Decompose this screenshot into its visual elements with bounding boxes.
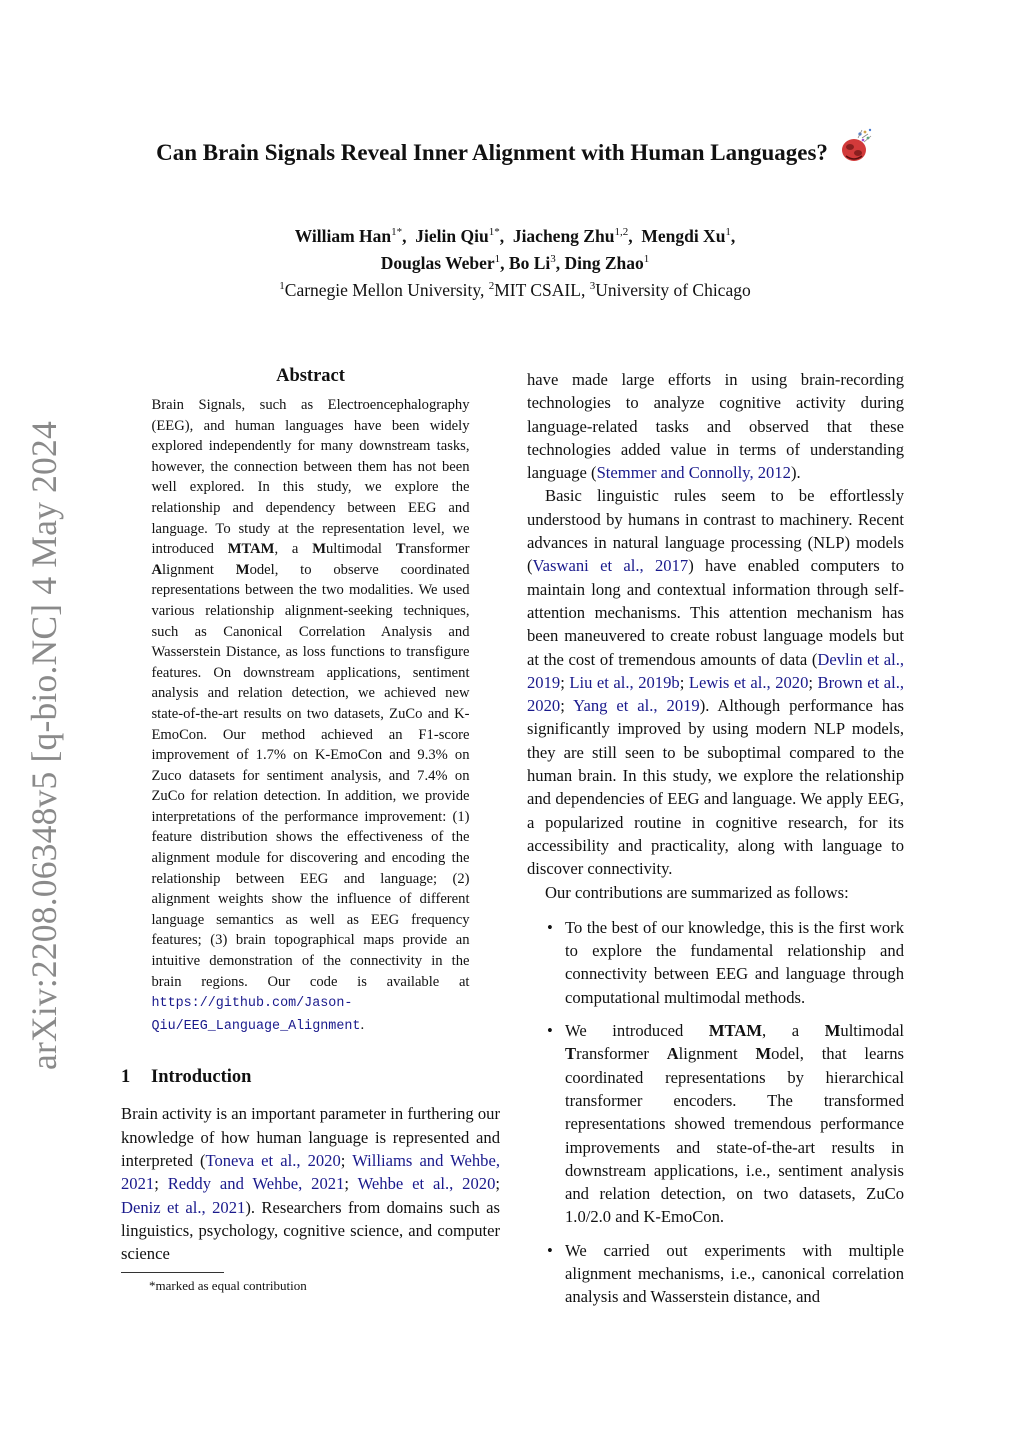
acronym-letter: T — [565, 1044, 577, 1064]
affiliation: University of Chicago — [595, 279, 751, 300]
intro-paragraph-1: Brain activity is an important parameter in furthering our knowledge of how human language is represented and interpreted (Toneva et al., 2020; Williams and Wehbe, 2021; Reddy and Wehbe, 2021; Wehbe et al., 2020; Deniz et al., 2021). Researchers from domains such as linguistics, psychology, cognitive science, and computer science — [121, 1104, 500, 1264]
footnote — [121, 1277, 500, 1295]
author-line-2: Douglas Weber$^1$, Bo Li$^3$, Ding Zhao$^1$ — [380, 252, 650, 273]
citation-link[interactable]: Brown et al., 2020 — [527, 672, 904, 716]
citation-link[interactable]: Wehbe et al., 2020 — [357, 1174, 496, 1194]
author-sup: 1 — [643, 252, 650, 265]
left-column — [121, 366, 500, 1295]
citation-link[interactable]: Williams and Wehbe, 2021 — [121, 1151, 500, 1194]
abstract-text: . — [360, 1016, 365, 1033]
paragraph-text: Brain activity is an important parameter in furthering our knowledge of how human language is represented and interpreted ( — [121, 1104, 500, 1170]
author-name: Ding Zhao — [564, 252, 644, 273]
list-text: We introduced — [565, 1021, 709, 1041]
author-name: Bo Li — [508, 252, 551, 273]
acronym-rest: odel — [771, 1044, 800, 1064]
affiliation: Carnegie Mellon University — [284, 279, 480, 300]
paper-title: Can Brain Signals Reveal Inner Alignment with Human Languages? — [156, 140, 828, 165]
affiliation: MIT CSAIL — [494, 279, 581, 300]
mtam-acronym: MTAM — [708, 1021, 763, 1041]
paragraph-text: ). Although performance has significantly improved by using modern NLP models, they are still seen to be suboptimal compared to the human brain. In this study, we explore the relationship and dependencies of EEG and language. We apply EEG, a popularized routine in cognitive research, for its accessibility and practicality, along with language to discover connectivity. — [527, 696, 904, 879]
paragraph-text: ). — [790, 463, 801, 483]
author-sup: 3 — [550, 252, 556, 265]
list-item — [527, 1019, 904, 1229]
right-column — [527, 368, 904, 1319]
citation-link[interactable]: Yang et al., 2019 — [573, 696, 700, 716]
citation-link[interactable]: Vaswani et al., 2017 — [532, 556, 689, 576]
author-sup: 1 — [725, 226, 731, 238]
author-sup: 1* — [488, 226, 500, 238]
citation-link[interactable]: Liu et al., 2019b — [569, 672, 680, 692]
footnote-text: marked as equal contribution — [155, 1278, 307, 1294]
acronym-rest: ultimodal — [840, 1021, 904, 1041]
citation-link[interactable]: Lewis et al., 2020 — [688, 672, 809, 692]
author-name: Jielin Qiu — [415, 225, 489, 246]
acronym-letter: M — [824, 1021, 841, 1041]
mtam-acronym: MTAM — [227, 541, 275, 558]
intro-paragraph-3: Our contributions are summarized as follows: — [545, 882, 849, 902]
paragraph-text: have made large efforts in using brain-recording technologies to analyze cognitive activity during language-related tasks and observed that these technologies added value in terms of understanding language ( — [527, 370, 904, 483]
footnote-mark: * — [149, 1278, 156, 1294]
intro-paragraph-1-continued — [527, 368, 904, 484]
list-item: • We carried out experiments with multiple alignment mechanisms, i.e., canonical correlation analysis and Wasserstein distance, and — [527, 1239, 904, 1309]
author-name: Mengdi Xu — [641, 225, 726, 246]
contributions-list — [527, 916, 904, 1309]
paragraph-text: Basic linguistic rules seem to be effortlessly understood by humans in contrast to machinery. Recent advances in natural language processing (NLP) models ( — [527, 486, 904, 576]
author-name: William Han — [294, 225, 392, 246]
acronym-rest: lignment — [162, 561, 236, 578]
abstract-text: to observe coordinated representations between the two modalities. We used various relationship alignment-seeking techniques, such as Canonical Correlation Analysis and Wasserstein Distance, as loss functions to transfigure features. On downstream applications, sentiment analysis and relation detection, we achieved new state-of-the-art results on two datasets, ZuCo and K-EmoCon. Our method achieved an F1-score improvement of 1.7% on K-EmoCon and 9.3% on Zuco datasets for sentiment analysis, and 7.4% on ZuCo for relation detection. In addition, we provide interpretations of the performance improvement: (1) feature distribution shows the effectiveness of the alignment module for discovering and encoding the relationship between EEG and language; (2) alignment weights show the influence of different language semantics as well as EEG frequency features; (3) brain topographical maps provide an intuitive demonstration of the connectivity in the brain regions. Our code is available at — [151, 561, 470, 990]
citation-link[interactable]: Stemmer and Connolly, 2012 — [596, 463, 791, 483]
intro-paragraph-2: Basic linguistic rules seem to be effortlessly understood by humans in contrast to machinery. Recent advances in natural language processing (NLP) models (Vaswani et al., 2017) have enabled computers to maintain long and contextual information through self-attention mechanisms. This attention mechanism has been maneuvered to create robust language models but at the cost of tremendous amounts of data (Devlin et al., 2019; Liu et al., 2019b; Lewis et al., 2020; Brown et al., 2020; Yang et al., 2019). Although performance has significantly improved by using modern NLP models, they are still seen to be suboptimal compared to the human brain. In this study, we explore the relationship and dependencies of EEG and language. We apply EEG, a popularized routine in cognitive research, for its accessibility and practicality, along with language to discover connectivity. — [527, 486, 904, 879]
section-number: 1 — [121, 1067, 131, 1088]
acronym-rest: ultimodal — [325, 541, 396, 558]
paragraph-text: ). Researchers from domains such as linguistics, psychology, cognitive science, and computer science — [121, 1197, 500, 1264]
acronym-rest: odel, — [249, 561, 279, 578]
abstract-text: , a — [274, 541, 313, 558]
acronym-rest: ransformer — [576, 1044, 667, 1064]
citation-link[interactable]: Toneva et al., 2020 — [205, 1151, 341, 1170]
footnote-divider — [121, 1272, 224, 1273]
code-link[interactable]: https://github.com/Jason-Qiu/EEG_Language_Alignment — [151, 996, 361, 1034]
affiliations: $^1$Carnegie Mellon University, $^2$MIT CSAIL, $^3$University of Chicago — [279, 279, 751, 300]
abstract-body — [152, 395, 470, 1037]
author-sup: 1,2 — [614, 226, 629, 238]
acronym-letter: A — [666, 1044, 679, 1064]
author-sup: 1* — [391, 226, 403, 238]
author-name: Douglas Weber — [380, 252, 495, 273]
affil-sup: 2 — [488, 279, 495, 292]
abstract-text: Brain Signals, such as Electroencephalography (EEG), and human languages have been widely explored independently for many downstream tasks, however, the connection between them has not been well explored. In this study, we explore the relationship and dependency between EEG and language. To study at the representation level, we introduced — [151, 397, 470, 558]
acronym-letter: A — [151, 561, 163, 578]
list-item: • To the best of our knowledge, this is the first work to explore the fundamental relationship and connectivity between EEG and language through computational multimodal methods. — [527, 916, 904, 1009]
author-line-1: William Han$^{1*}$, Jielin Qiu$^{1*}$, Jiacheng Zhu$^{1,2}$, Mengdi Xu$^1$, — [294, 225, 736, 246]
affil-sup: 1 — [279, 279, 285, 292]
citation-link[interactable]: Devlin et al., 2019 — [527, 649, 904, 692]
brain-logo-icon — [838, 126, 874, 166]
citation-link[interactable]: Deniz et al., 2021 — [121, 1197, 246, 1217]
author-sup: 1 — [494, 252, 501, 265]
section-heading-introduction — [121, 1067, 500, 1088]
acronym-letter: M — [312, 541, 326, 558]
citation-link[interactable]: Reddy and Wehbe, 2021 — [167, 1174, 345, 1194]
affil-sup: 3 — [589, 279, 596, 292]
acronym-letter: T — [395, 541, 406, 558]
acronym-letter: M — [755, 1044, 772, 1064]
list-text: , that learns coordinated representations by hierarchical transformer encoders. The transformed representations showed tremendous performance improvements and state-of-the-art results in downstream applications, i.e., sentiment analysis and relation detection, on two datasets, ZuCo 1.0/2.0 and K-EmoCon. — [565, 1044, 904, 1227]
authors-block — [150, 221, 880, 301]
abstract-heading: Abstract — [276, 366, 345, 386]
acronym-rest: lignment — [678, 1044, 756, 1064]
title-block — [100, 140, 930, 166]
section-title: Introduction — [151, 1067, 252, 1088]
author-name: Jiacheng Zhu — [512, 225, 615, 246]
paragraph-text: ) have enabled computers to maintain long and contextual information through self-attention mechanisms. This attention mechanism has been maneuvered to create robust language models but at the cost of tremendous amounts of data ( — [527, 556, 904, 669]
arxiv-stamp: arXiv:2208.06348v5 [q-bio.NC] 4 May 2024 — [24, 421, 64, 1070]
list-text: , a — [762, 1021, 825, 1041]
acronym-rest: ransformer — [405, 541, 470, 558]
acronym-letter: M — [235, 561, 250, 578]
